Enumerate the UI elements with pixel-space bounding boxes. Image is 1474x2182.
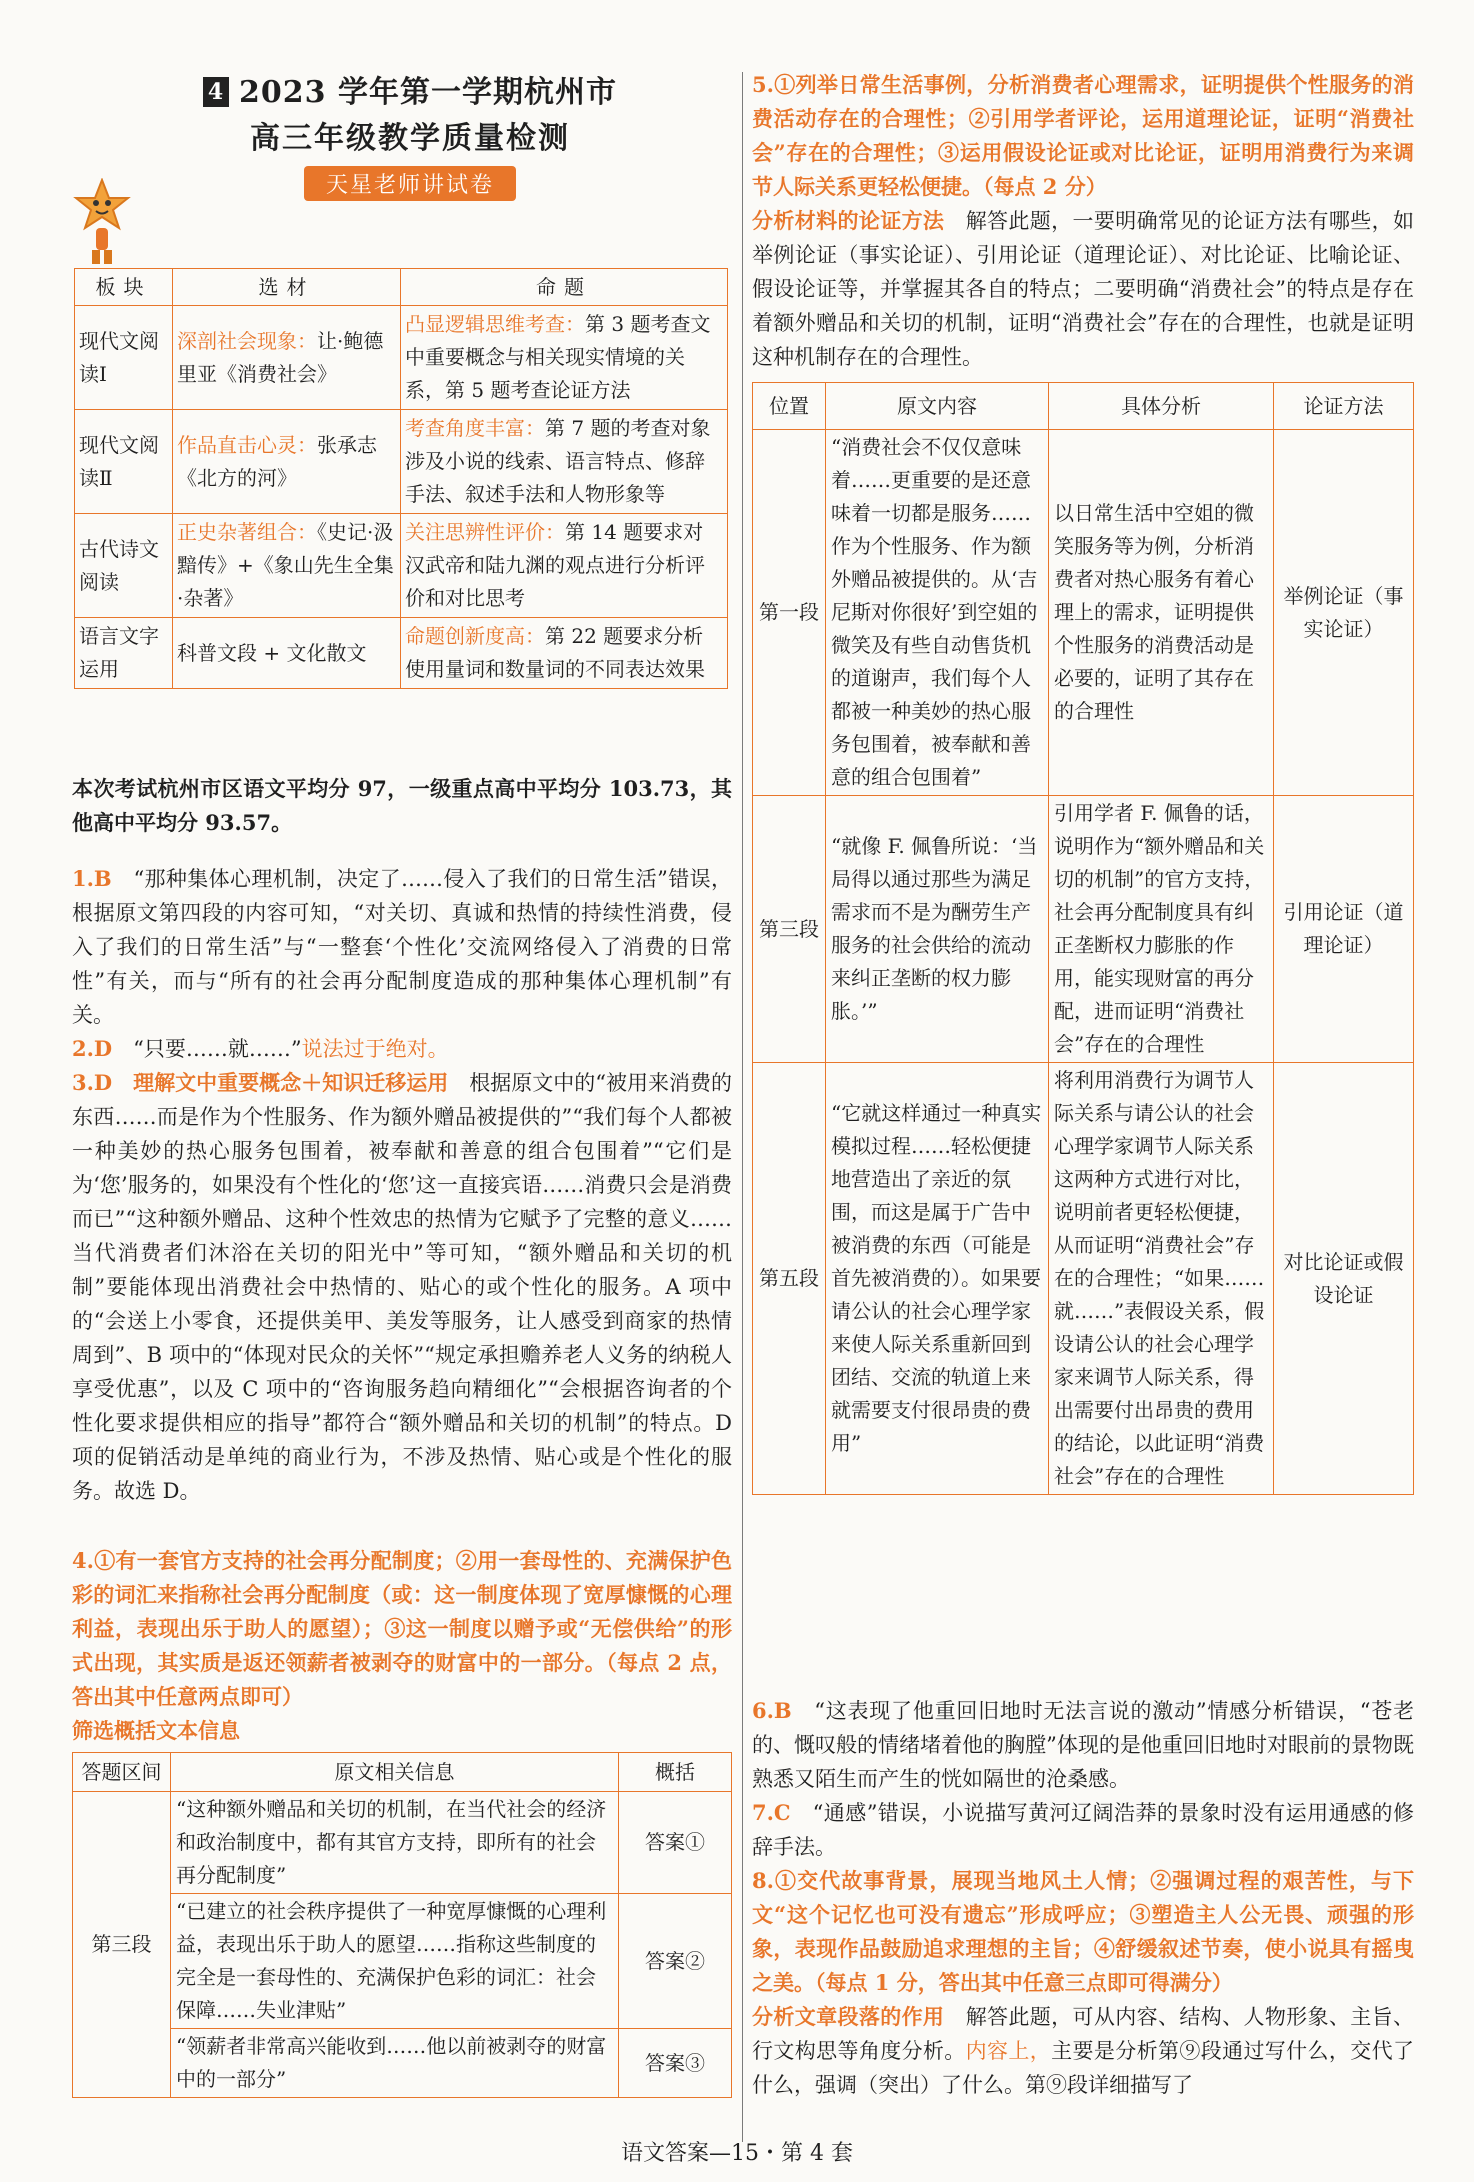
answer-8: 8.①交代故事背景，展现当地风土人情；②强调过程的艰苦性，与下文“这个记忆也可没有遗忘”形成呼应；③塑造主人公无畏、顽强的形象，表现作品鼓励追求理想的主旨；④舒缓叙述节奏，使小说具有摇曳之美。（每点 1 分，答出其中任意三点即可得满分） (752, 1868, 1414, 1995)
set-number: 4 (203, 77, 229, 107)
col-header: 选材 (173, 269, 401, 306)
table-row (753, 430, 1414, 796)
col-header: 命题 (401, 269, 728, 306)
table-row (75, 410, 728, 514)
analysis-cell: 引用学者 F. 佩鲁的话，说明作为“额外赠品和关切的机制”的官方支持，社会再分配制度具有纠正垄断权力膨胀的作用，能实现财富的再分配，进而证明“消费社会”存在的合理性 (1049, 796, 1274, 1063)
star-mascot-icon (72, 178, 132, 268)
method-cell: 对比论证或假设论证 (1274, 1063, 1414, 1495)
position-cell: 第五段 (753, 1063, 826, 1495)
stats-text: 本次考试杭州市区语文平均分 97，一级重点高中平均分 103.73，其他高中平均分 93.57。 (72, 776, 732, 835)
answer-4: 4.①有一套官方支持的社会再分配制度；②用一套母性的、充满保护色彩的词汇来指称社会再分配制度（或：这一制度体现了宽厚慷慨的心理利益，表现出乐于助人的愿望）；③这一制度以赠予或“无偿供给”的形式出现，其实质是返还领薪者被剥夺的财富中的一部分。（每点 2 点，答出其中任意两点即可） (72, 1548, 732, 1709)
section-cell: 现代文阅读Ⅰ (75, 306, 173, 410)
answer-1: 1.B “那种集体心理机制，决定了……侵入了我们的日常生活”错误，根据原文第四段的内容可知，“对关切、真诚和热情的持续性消费，侵入了我们的日常生活”与“一整套‘个性化’交流网络侵入了消费的日常性”有关，而与“所有的社会再分配制度造成的那种集体心理机制”有关。 (72, 866, 732, 1027)
col-header: 答题区间 (73, 1753, 171, 1792)
col-header: 位置 (753, 383, 826, 430)
question-cell: 关注思辨性评价：第 14 题要求对汉武帝和陆九渊的观点进行分析评价和对比思考 (401, 514, 728, 618)
question-cell: 凸显逻辑思维考查：第 3 题考查文中重要概念与相关现实情境的关系，第 5 题考查论证方法 (401, 306, 728, 410)
page-footer: 语文答案—15・第 4 套 (621, 2141, 853, 2166)
summary-cell: 答案② (619, 1894, 732, 2029)
material-cell: 正史杂著组合：《史记·汲黯传》+《象山先生全集·杂著》 (173, 514, 401, 618)
col-header: 论证方法 (1274, 383, 1414, 430)
table-row (75, 306, 728, 410)
section-cell: 现代文阅读Ⅱ (75, 410, 173, 514)
answer-4-method: 筛选概括文本信息 (72, 1718, 240, 1743)
section-cell: 古代诗文阅读 (75, 514, 173, 618)
original-cell: “就像 F. 佩鲁所说：‘当局得以通过那些为满足需求而不是为酬劳生产服务的社会供给的流动来纠正垄断的权力膨胀。’” (826, 796, 1049, 1063)
table-row (73, 1792, 732, 1894)
column-divider (742, 72, 743, 2142)
answer-7: 7.C “通感”错误，小说描写黄河辽阔浩莽的景象时没有运用通感的修辞手法。 (752, 1800, 1414, 1859)
col-header: 原文内容 (826, 383, 1049, 430)
info-cell: “已建立的社会秩序提供了一种宽厚慷慨的心理利益，表现出乐于助人的愿望……指称这些制度的完全是一套母性的、充满保护色彩的词汇：社会保障……失业津贴” (171, 1894, 619, 2029)
summary-cell: 答案③ (619, 2029, 732, 2098)
table-row (753, 1063, 1414, 1495)
answer-6: 6.B “这表现了他重回旧地时无法言说的激动”情感分析错误，“苍老的、慨叹般的情绪堵着他的胸膛”体现的是他重回旧地时对眼前的景物既熟悉又陌生而产生的恍如隔世的沧桑感。 (752, 1698, 1414, 1791)
question-cell: 考查角度丰富：第 7 题的考查对象涉及小说的线索、语言特点、修辞手法、叙述手法和人物形象等 (401, 410, 728, 514)
answer-5-table (752, 382, 1414, 1495)
table-row (73, 2029, 732, 2098)
answer-5-analysis: 分析材料的论证方法 解答此题，一要明确常见的论证方法有哪些，如举例论证（事实论证）、引用论证（道理论证）、对比论证、比喻论证、假设论证等，并掌握其各自的特点；二要明确“消费社会”的特点是存在着额外赠品和关切的机制，证明“消费社会”存在的合理性，也就是证明这种机制存在的合理性。 (752, 208, 1415, 369)
position-cell: 第一段 (753, 430, 826, 796)
title-line-2: 高三年级教学质量检测 (250, 121, 570, 156)
answer-8-analysis: 分析文章段落的作用 解答此题，可从内容、结构、人物形象、主旨、行文构思等角度分析。内容上，主要是分析第⑨段通过写什么，交代了什么，强调（突出）了什么。第⑨段详细描写了 (752, 2004, 1415, 2097)
position-cell: 第三段 (753, 796, 826, 1063)
table-row (75, 618, 728, 689)
method-cell: 引用论证（道理论证） (1274, 796, 1414, 1063)
original-cell: “消费社会不仅仅意味着……更重要的是还意味着一切都是服务……作为个性服务、作为额外赠品被提供的。从‘吉尼斯对你很好’到空姐的微笑及有些自动售货机的道谢声，我们每个人都被一种美妙的热心服务包围着，被奉献和善意的组合包围着” (826, 430, 1049, 796)
material-cell: 科普文段 + 文化散文 (173, 618, 401, 689)
answer-5: 5.①列举日常生活事例，分析消费者心理需求，证明提供个性服务的消费活动存在的合理性；②引用学者评论，运用道理论证，证明“消费社会”存在的合理性；③运用假设论证或对比论证，证明用消费行为来调节人际关系更轻松便捷。（每点 2 分） (752, 72, 1414, 199)
material-cell: 深剖社会现象：让·鲍德里亚《消费社会》 (173, 306, 401, 410)
overview-table (74, 268, 728, 689)
table-row (73, 1894, 732, 2029)
material-cell: 作品直击心灵：张承志《北方的河》 (173, 410, 401, 514)
analysis-cell: 将利用消费行为调节人际关系与请公认的社会心理学家调节人际关系这两种方式进行对比，说明前者更轻松便捷，从而证明“消费社会”存在的合理性；“如果……就……”表假设关系，假设请公认的社会心理学家来调节人际关系，得出需要付出昂贵的费用的结论，以此证明“消费社会”存在的合理性 (1049, 1063, 1274, 1495)
col-header: 板块 (75, 269, 173, 306)
info-cell: “这种额外赠品和关切的机制，在当代社会的经济和政治制度中，都有其官方支持，即所有的社会再分配制度” (171, 1792, 619, 1894)
summary-cell: 答案① (619, 1792, 732, 1894)
col-header: 概括 (619, 1753, 732, 1792)
analysis-cell: 以日常生活中空姐的微笑服务等为例，分析消费者对热心服务有着心理上的需求，证明提供个性服务的消费活动是必要的，证明了其存在的合理性 (1049, 430, 1274, 796)
col-header: 原文相关信息 (171, 1753, 619, 1792)
question-cell: 命题创新度高：第 22 题要求分析使用量词和数量词的不同表达效果 (401, 618, 728, 689)
method-cell: 举例论证（事实论证） (1274, 430, 1414, 796)
section-cell: 语言文字运用 (75, 618, 173, 689)
info-cell: “领薪者非常高兴能收到……他以前被剥夺的财富中的一部分” (171, 2029, 619, 2098)
col-header: 具体分析 (1049, 383, 1274, 430)
table-row (75, 514, 728, 618)
original-cell: “它就这样通过一种真实模拟过程……轻松便捷地营造出了亲近的氛围，而这是属于广告中被消费的东西（可能是首先被消费的）。如果要请公认的社会心理学家来使人际关系重新回到团结、交流的轨道上来就需要支付很昂贵的费用” (826, 1063, 1049, 1495)
section-cell: 第三段 (73, 1792, 171, 2098)
page-header (130, 70, 690, 201)
table-row (753, 796, 1414, 1063)
answer-3: 3.D 理解文中重要概念＋知识迁移运用 根据原文中的“被用来消费的东西……而是作为个性服务、作为额外赠品被提供的”“我们每个人都被一种美妙的热心服务包围着，被奉献和善意的组合包围着”“它们是为‘您’服务的，如果没有个性化的‘您’这一直接宾语……消费只会是消费而已”“这种额外赠品、这种个性效忠的热情为它赋予了完整的意义……当代消费者们沐浴在关切的阳光中”等可知，“额外赠品和关切的机制”要能体现出消费社会中热情的、贴心的或个性化的服务。A 项中的“会送上小零食，还提供美甲、美发等服务，让人感受到商家的热情周到”、B 项中的“体现对民众的关怀”“规定承担赡养老人义务的纳税人享受优惠”，以及 C 项中的“咨询服务趋向精细化”“会根据咨询者的个性化要求提供相应的指导”都符合“额外赠品和关切的机制”的特点。D 项的促销活动是单纯的商业行为，不涉及热情、贴心或是个性化的服务。故选 D。 (72, 1070, 733, 1503)
answer-4-table (72, 1752, 732, 2098)
banner: 天星老师讲试卷 (304, 166, 516, 201)
answer-2: 2.D “只要……就……”说法过于绝对。 (72, 1036, 449, 1061)
title-line-1: 4 2023 学年第一学期杭州市 (130, 70, 690, 116)
